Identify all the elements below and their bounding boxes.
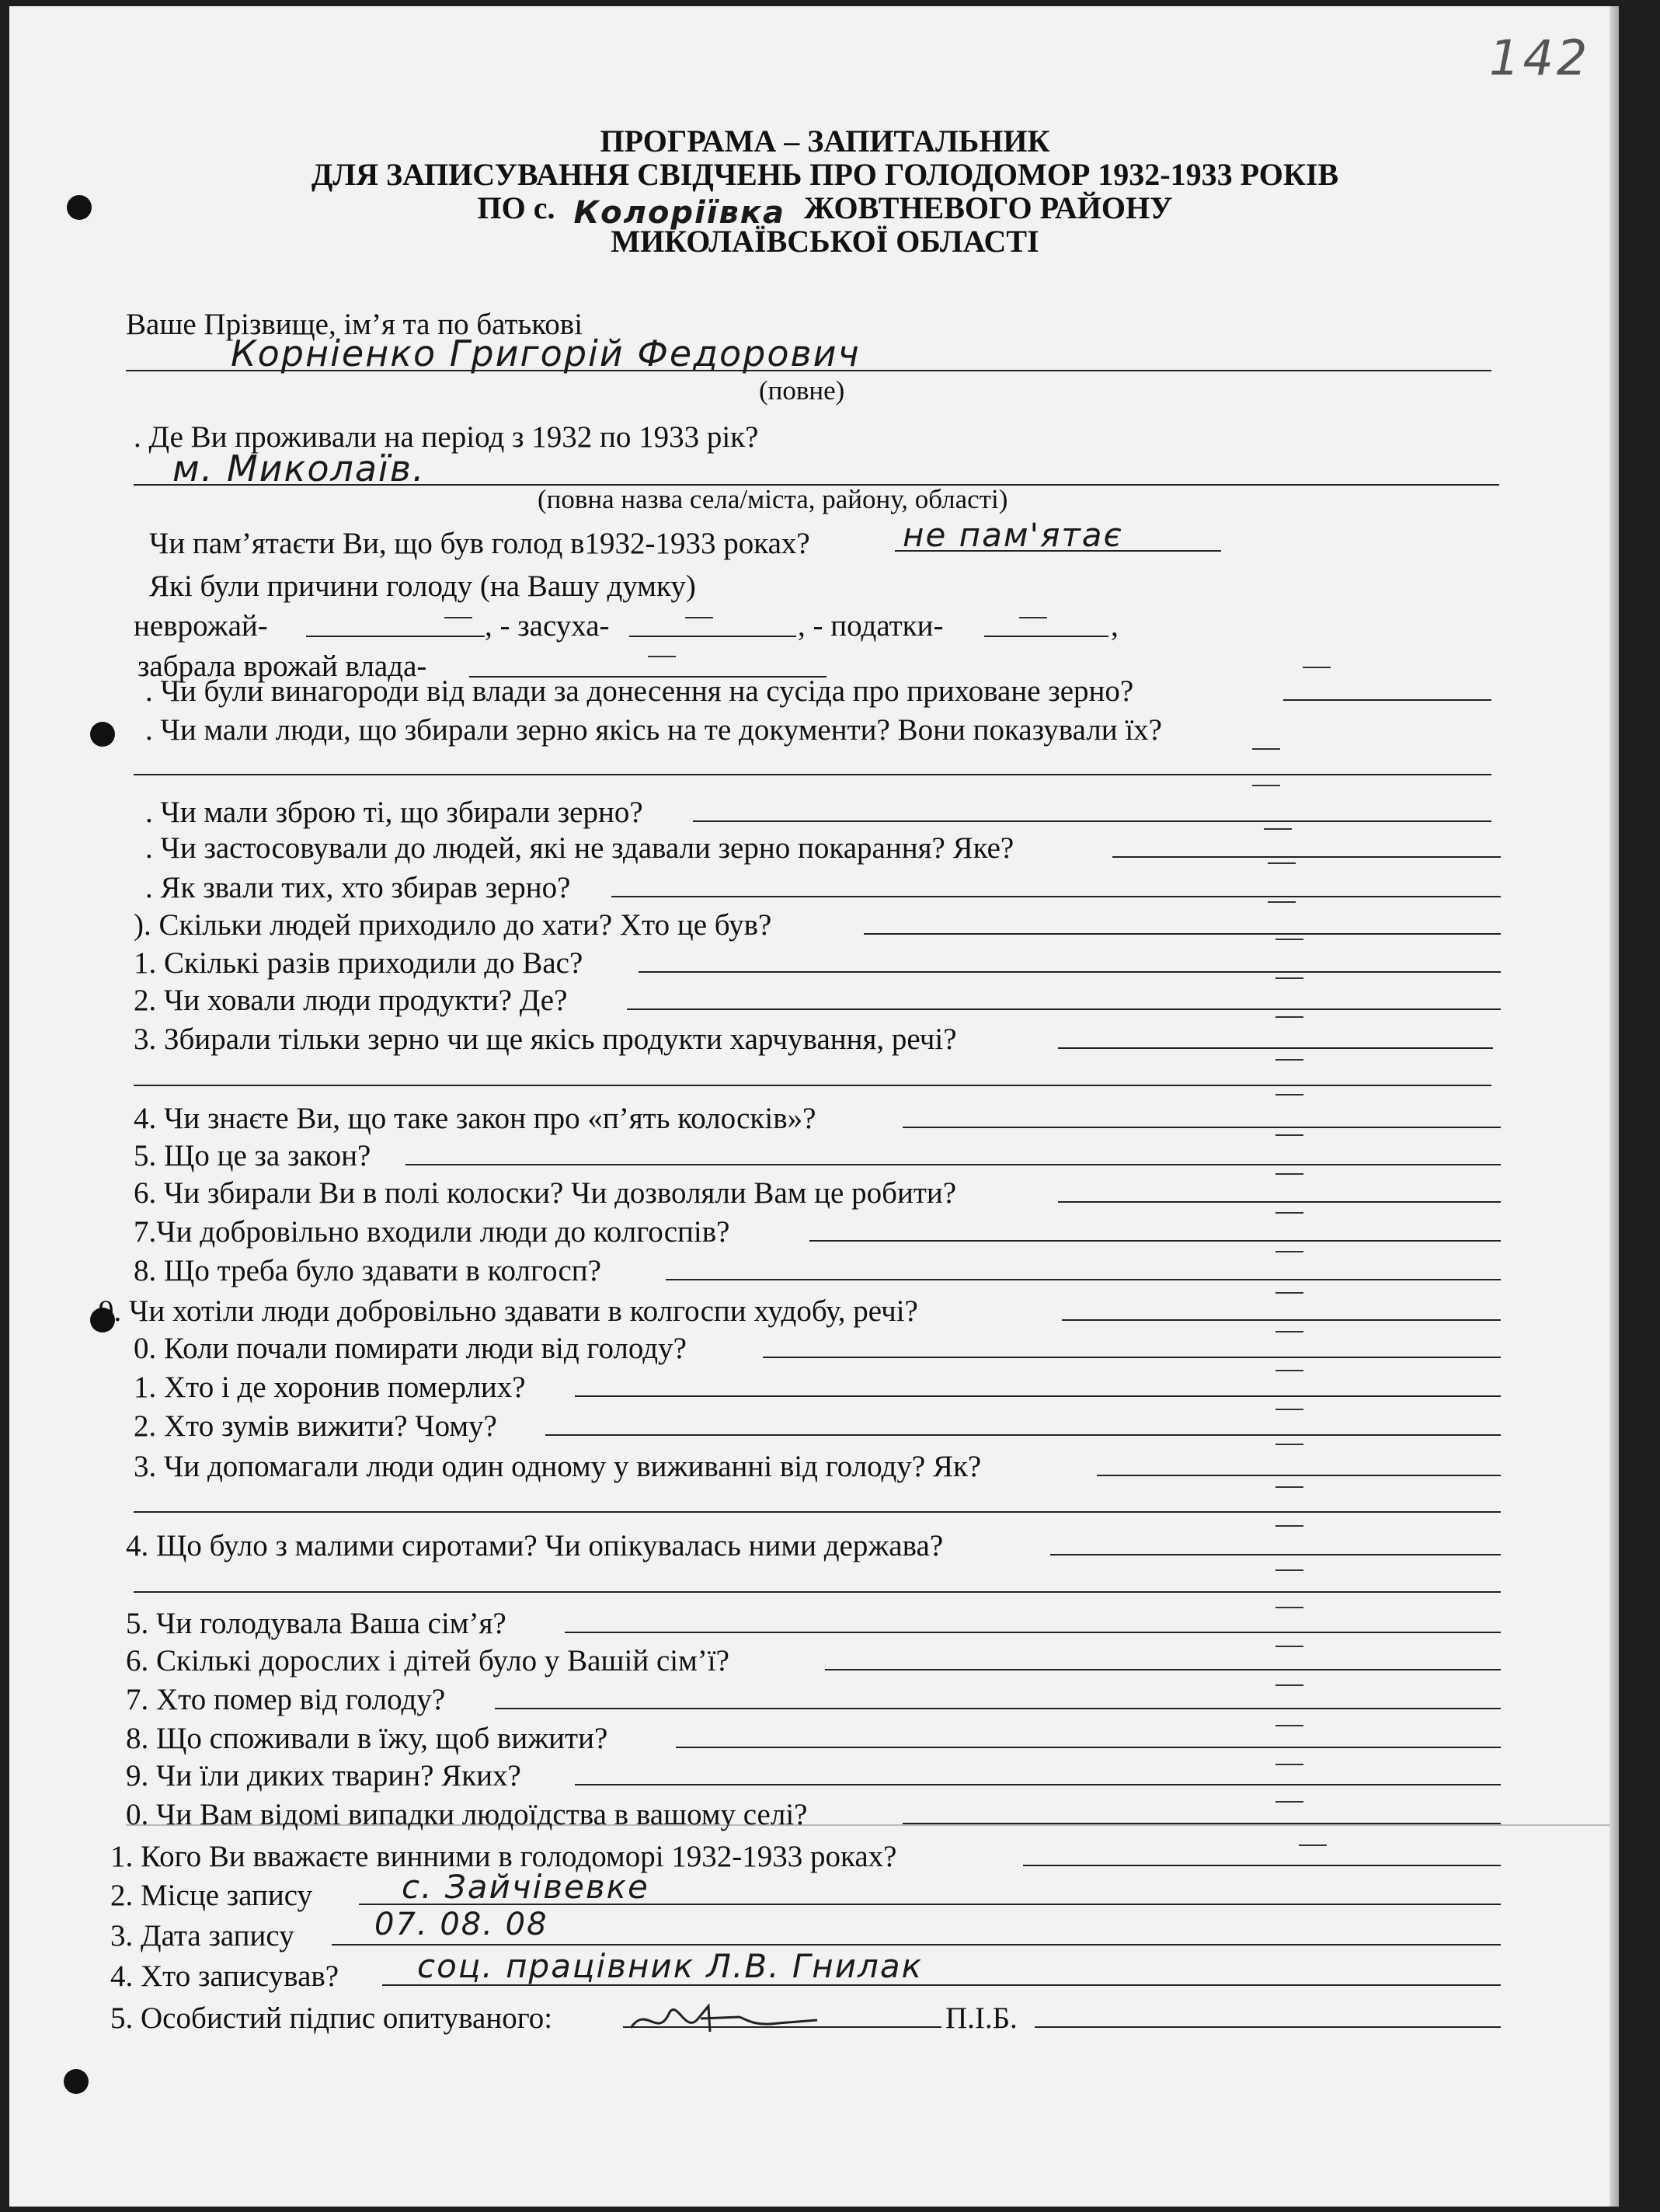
question-item: 7. Хто помер від голоду?	[126, 1683, 446, 1716]
question-item: . Чи застосовували до людей, які не здавали зерно покарання? Яке?	[145, 831, 1014, 865]
answer-line	[903, 1823, 1501, 1824]
causes-question: Які були причини голоду (на Вашу думку)	[149, 570, 696, 603]
name-answer: Корніенко Григорій Федорович	[231, 333, 861, 374]
form-region	[242, 190, 1408, 231]
answer-dash	[1275, 1094, 1303, 1096]
answer-line	[495, 1708, 1501, 1709]
answer-line	[134, 774, 1491, 775]
question-item: 4. Що було з малими сиротами? Чи опікувалась ними держава?	[126, 1529, 944, 1562]
answer-line	[639, 971, 1501, 973]
punch-hole	[67, 195, 92, 220]
answer-dash	[1252, 785, 1280, 786]
question-item: 7.Чи добровільно входили люди до колгоспів?	[134, 1215, 730, 1249]
answer-dash	[1275, 1725, 1303, 1726]
form-title: ПРОГРАМА – ЗАПИТАЛЬНИК	[600, 124, 1050, 158]
answer-line	[1062, 1319, 1501, 1321]
answer-line	[611, 896, 1501, 897]
record-signature-label: 5. Особистий підпис опитуваного:	[110, 2001, 553, 2035]
page-edge-shadow	[1610, 6, 1619, 2207]
question-item: . Чи були винагороди від влади за донесення на сусіда про приховане зерно?	[145, 674, 1134, 708]
answer-dash	[1275, 1409, 1303, 1410]
answer-line	[825, 1669, 1501, 1670]
residence-hint: (повна назва села/міста, району, області)	[538, 484, 1008, 514]
cause-taxes-end: ,	[1111, 609, 1119, 643]
answer-dash	[1275, 1059, 1303, 1061]
answer-dash	[685, 617, 713, 618]
answer-dash	[1299, 1844, 1327, 1846]
question-item: 6. Чи збирали Ви в полі колоски? Чи дозволяли Вам це робити?	[134, 1176, 957, 1210]
question-item: 2. Хто зумів вижити? Чому?	[134, 1409, 497, 1443]
record-recorder-label: 4. Хто записував?	[110, 1959, 339, 1993]
answer-dash	[1275, 1801, 1303, 1803]
answer-dash	[1275, 1331, 1303, 1332]
answer-line	[1283, 699, 1491, 701]
page-number: 142	[1489, 30, 1591, 86]
answer-line	[627, 1008, 1501, 1010]
answer-dash	[648, 656, 676, 657]
answer-dash	[1275, 1684, 1303, 1686]
answer-dash	[1275, 1607, 1303, 1608]
answer-dash	[1275, 1292, 1303, 1294]
answer-line	[134, 1085, 1491, 1086]
answer-line	[382, 1984, 1501, 1986]
question-item: 6. Скількі дорослих і дітей було у Вашій сім’ї?	[126, 1644, 729, 1677]
answer-dash	[1268, 901, 1296, 903]
record-place-label: 2. Місце запису	[110, 1879, 312, 1912]
answer-dash	[444, 617, 472, 618]
answer-line	[545, 1434, 1501, 1436]
answer-dash	[1268, 862, 1296, 864]
answer-line	[134, 1511, 1501, 1513]
answer-line	[809, 1240, 1501, 1242]
memory-question: Чи пам’ятаєти Ви, що був голод в1932-1933 роках?	[149, 527, 810, 560]
answer-line	[405, 1164, 1501, 1165]
fio-line	[1035, 2026, 1501, 2028]
answer-dash	[1275, 977, 1303, 979]
question-item: ). Скільки людей приходило до хати? Хто це був?	[134, 908, 772, 942]
answer-line	[1023, 1865, 1501, 1866]
name-hint: (повне)	[759, 375, 845, 406]
answer-dash	[1275, 1569, 1303, 1571]
answer-dash	[1275, 1444, 1303, 1445]
question-item: 3. Збирали тільки зерно чи ще якісь продукти харчування, речі?	[134, 1022, 957, 1056]
record-recorder-value: соц. працівник Л.В. Гнилак	[417, 1947, 923, 1985]
question-item: . Чи мали люди, що збирали зерно якісь на те документи? Вони показували їх?	[145, 713, 1162, 747]
answer-dash	[1019, 617, 1047, 618]
answer-line	[903, 1127, 1501, 1128]
answer-line	[1058, 1201, 1501, 1203]
answer-line	[359, 1904, 1501, 1905]
answer-dash	[1252, 748, 1280, 750]
record-place-value: с. Зайчівевке	[402, 1868, 649, 1906]
signature-line	[623, 2026, 941, 2028]
answer-line	[693, 820, 1491, 822]
answer-dash	[1275, 939, 1303, 940]
question-item: 1. Хто і де хоронив померлих?	[134, 1371, 526, 1404]
record-fio-label: П.І.Б.	[945, 2001, 1018, 2035]
question-item: 2. Чи ховали люди продукти? Де?	[134, 984, 568, 1017]
answer-dash	[1264, 828, 1292, 830]
punch-hole	[64, 2069, 89, 2094]
answer-line	[864, 933, 1501, 935]
question-item: 4. Чи знаєте Ви, що таке закон про «п’ять колосків»?	[134, 1102, 816, 1135]
answer-line	[575, 1784, 1501, 1785]
answer-dash	[1275, 1251, 1303, 1252]
cause-confiscation: забрала врожай влада-	[137, 650, 427, 683]
answer-dash	[1275, 1646, 1303, 1647]
question-item: 9. Чи їли диких тварин? Яких?	[126, 1759, 521, 1792]
village-handwritten: Колоріївка	[573, 195, 785, 231]
answer-dash	[1275, 1525, 1303, 1527]
answer-line	[666, 1279, 1501, 1280]
answer-line	[332, 1944, 1501, 1946]
cause-drought: , - засуха-	[485, 609, 610, 643]
residence-answer: м. Миколаїв.	[172, 448, 426, 489]
answer-line	[1050, 1554, 1501, 1555]
question-item: 3. Чи допомагали люди один одному у виживанні від голоду? Як?	[134, 1450, 982, 1483]
form-oblast: МИКОЛАЇВСЬКОЇ ОБЛАСТІ	[611, 224, 1039, 259]
cause-line	[629, 636, 796, 637]
question-item: 9. Чи хотіли люди добровільно здавати в колгоспи худобу, речі?	[99, 1294, 918, 1328]
village-prefix: ПО с.	[477, 190, 555, 225]
cause-line	[306, 636, 485, 637]
answer-dash	[1275, 1486, 1303, 1488]
form-subtitle: ДЛЯ ЗАПИСУВАННЯ СВІДЧЕНЬ ПРО ГОЛОДОМОР 1932-1933 РОКІВ	[311, 157, 1339, 192]
answer-dash	[1303, 667, 1331, 668]
question-item: 0. Чи Вам відомі випадки людоїдства в вашому селі?	[126, 1798, 808, 1831]
answer-dash	[1275, 1016, 1303, 1018]
answer-dash	[1275, 1134, 1303, 1136]
signature-drawing	[623, 1997, 825, 2043]
answer-line	[575, 1395, 1501, 1397]
district: ЖОВТНЕВОГО РАЙОНУ	[803, 190, 1173, 225]
answer-dash	[1275, 1370, 1303, 1371]
record-date-label: 3. Дата запису	[110, 1919, 294, 1952]
scanned-page	[9, 6, 1619, 2207]
memory-answer: не пам'ятає	[903, 516, 1123, 554]
answer-line	[1058, 1047, 1493, 1049]
question-item: 5. Чи голодувала Ваша сім’я?	[126, 1607, 506, 1640]
answer-line	[134, 1591, 1501, 1593]
cause-line	[984, 636, 1108, 637]
answer-line	[1097, 1475, 1501, 1476]
question-item: 8. Що споживали в їжу, щоб вижити?	[126, 1722, 608, 1755]
question-item: 0. Коли почали помирати люди від голоду?	[134, 1332, 687, 1365]
punch-hole	[90, 722, 115, 747]
question-item: 1. Кого Ви вважаєте винними в голодоморі 1932-1933 роках?	[110, 1840, 897, 1873]
answer-line	[1112, 856, 1501, 858]
answer-dash	[1275, 1212, 1303, 1214]
record-date-value: 07. 08. 08	[374, 1907, 548, 1942]
answer-dash	[1275, 1173, 1303, 1175]
answer-line	[763, 1357, 1501, 1358]
cause-crop-failure: неврожай-	[134, 609, 268, 643]
answer-line	[565, 1632, 1501, 1633]
question-item: 5. Що це за закон?	[134, 1139, 371, 1172]
cause-taxes: , - податки-	[798, 609, 944, 643]
memory-answer-line	[895, 550, 1221, 552]
name-question: Ваше Прізвище, ім’я та по батькові	[126, 308, 583, 341]
residence-question: . Де Ви проживали на період з 1932 по 1933 рік?	[134, 420, 759, 454]
answer-dash	[1275, 1764, 1303, 1765]
answer-line	[676, 1747, 1501, 1748]
question-item: . Чи мали зброю ті, що збирали зерно?	[145, 796, 643, 829]
name-answer-line	[126, 370, 1491, 371]
question-item: 8. Що треба було здавати в колгосп?	[134, 1254, 601, 1287]
question-item: . Як звали тих, хто збирав зерно?	[145, 871, 571, 904]
question-item: 1. Скількі разів приходили до Вас?	[134, 946, 583, 980]
